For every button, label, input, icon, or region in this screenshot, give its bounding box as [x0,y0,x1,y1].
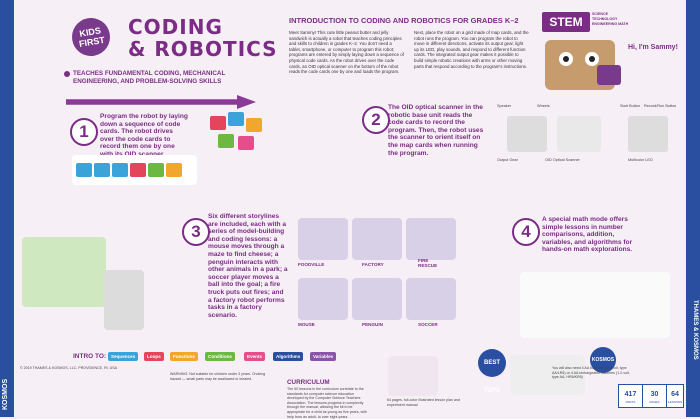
code-card [94,163,110,177]
code-card [228,112,244,126]
stem-badge: STEM [542,12,590,32]
step-1-number: 1 [70,118,98,146]
code-card-strip [72,155,197,185]
part-label: OID Optical Scanner [545,158,580,162]
intro-heading: INTRODUCTION TO CODING AND ROBOTICS FOR GRADES K–2 [289,16,519,25]
part-label: Speaker [497,104,512,108]
intro-body: Meet Sammy! This cute little peanut butter and jelly sandwich is actually a robot that teaches coding principles and skills to children in grades K–2. You don't need a tablet, smartphone, or computer to program this robot; programs are entered by simply laying down a sequence of physical code cards. As the robot drives over the code cards, an OID optical scanner on the bottom of the robot reads the code cards one by one and loads the program. Next, place the robot on a grid made of map cards, and the robot runs the program. You can program the robot to move in different directions, activate its output gear, light up its LED, play sounds, and respond to different function cards. The integrated output gear makes it possible to build simple robotic creations with arms or other moving parts that respond according to the program's instructions. [289,30,529,75]
scene-factory [352,218,402,260]
robot-parts-diagram-2 [620,100,680,170]
part-label: Output Gear [497,158,518,162]
concept-chip: Loops [144,352,164,361]
stem-subtitle: SCIENCE TECHNOLOGY ENGINEERING MATH [592,12,629,26]
scene-label: SOCCER [418,322,438,327]
thames-kosmos-logo: THAMES & KOSMOS [692,300,698,360]
robot-side-part [597,65,621,85]
step-4-text: A special math mode offers simple lessons in number comparisons, addition, variables, and algorithms for hands-on math explorations. [542,216,633,254]
step-2-number: 2 [362,106,390,134]
curriculum-heading: CURRICULUM [287,379,330,386]
stat-box [666,384,684,408]
map-grid-image [22,237,106,307]
stat-caption: PARTS [625,400,636,404]
concept-chip: Functions [170,352,198,361]
code-card [148,163,164,177]
step-2-text: The OID optical scanner in the robotic base unit reads the code cards to record the program. Then, the robot uses the scanner to orient itself on the map cards when running the program. [388,104,484,157]
step-3-number: 3 [182,218,210,246]
code-card [218,134,234,148]
robot-top-image [628,116,668,152]
scene-label: FACTORY [362,262,384,267]
robot-parts-diagram [497,100,617,170]
stat-box [642,384,667,408]
concept-chip: Events [244,352,265,361]
stat-caption: PAGES [649,400,660,404]
scene-fire-rescue [406,218,456,260]
left-stripe [0,0,14,417]
robot-eye [559,52,573,66]
part-label: Wheels [537,104,550,108]
scene-foodville [298,218,348,260]
stat-box [618,384,643,408]
title-line-2: & ROBOTICS [128,37,278,61]
product-title [128,16,278,60]
code-card [76,163,92,177]
concept-chip: Algorithms [273,352,303,361]
step-3-text: Six different storylines are included, each with a series of model-building and coding lessons: a mouse moves through a maze to find cheese; a penguin interacts with other animals in a park; a soccer player moves a ball into the goal; a fire truck puts out fires; and a factory robot performs tasks in a factory scenario. [208,213,288,319]
step-4-number: 4 [512,218,540,246]
scene-label: FOODVILLE [298,262,325,267]
code-card [238,136,254,150]
card-fan-image [200,106,270,166]
robot-base-image [507,116,547,152]
curriculum-body: The 50 lessons in the curriculum correlate to the standards for computer science education developed by the Computer Science Teachers Association. The lessons progress in complexity through the manual, allowing the kit to be appropriate for a child as young as five years, with help from an adult, to over eight years. [287,387,367,419]
stat-number: 64 [671,391,679,398]
code-card [112,163,128,177]
robot-eye [585,52,599,66]
concept-chip: Variables [310,352,336,361]
scene-mouse [298,278,348,320]
scene-label: FIRE RESCUE [418,258,438,268]
scene-soccer [406,278,456,320]
stat-number: 30 [650,391,659,398]
step-1-text: Program the robot by laying down a sequence of code cards. The robot drives over the code cards to record them one by one [100,113,188,151]
stat-number: 417 [624,391,637,398]
battery-note: You will also need 4 AA batteries (1.5-volt, type AA/LR6) or 4 AA rechargeable batteries (1.2-volt, type AA, HR6/KR6) [552,366,630,380]
code-card [130,163,146,177]
kids-first-badge: KIDS FIRST [69,15,113,59]
manual-caption: 64 pages, full-color illustrated lesson plan and experiment manual [387,398,460,407]
kosmos-badge: KOSMOS [590,347,616,373]
legal-text: © 2019 THAMES & KOSMOS, LLC, PROVIDENCE, RI, USA [20,366,118,370]
manual-image [388,356,438,396]
intro-to-label: INTRO TO: [73,353,107,360]
part-label: Multicolor LED [628,158,653,162]
map-grid-image [104,270,144,330]
warning-text: WARNING: Not suitable for children under 3 years. Choking hazard — small parts may be swallowed or inhaled. [170,372,266,381]
part-label: Start Button [620,104,641,108]
award-badge: BEST TOYS [478,349,506,377]
concept-chip: Sequences [108,352,138,361]
code-card [166,163,182,177]
code-card [210,116,226,130]
feature-bullet: TEACHES FUNDAMENTAL CODING, MECHANICAL ENGINEERING, AND PROBLEM-SOLVING SKILLS [73,70,263,85]
scene-label: PENGUIN [362,322,383,327]
sammy-greeting: Hi, I'm Sammy! [628,44,678,51]
scene-penguin [352,278,402,320]
title-line-1: CODING [128,15,223,39]
scene-label: MOUSE [298,322,315,327]
part-label: Record/Run Button [644,104,677,108]
concept-chip: Conditions [205,352,235,361]
code-card [246,118,262,132]
robot-base-image [557,116,601,152]
math-mode-image [520,272,670,338]
stat-caption: LESSONS [667,400,683,404]
kosmos-logo: KOSMOS [2,378,9,410]
right-stripe [686,0,700,417]
